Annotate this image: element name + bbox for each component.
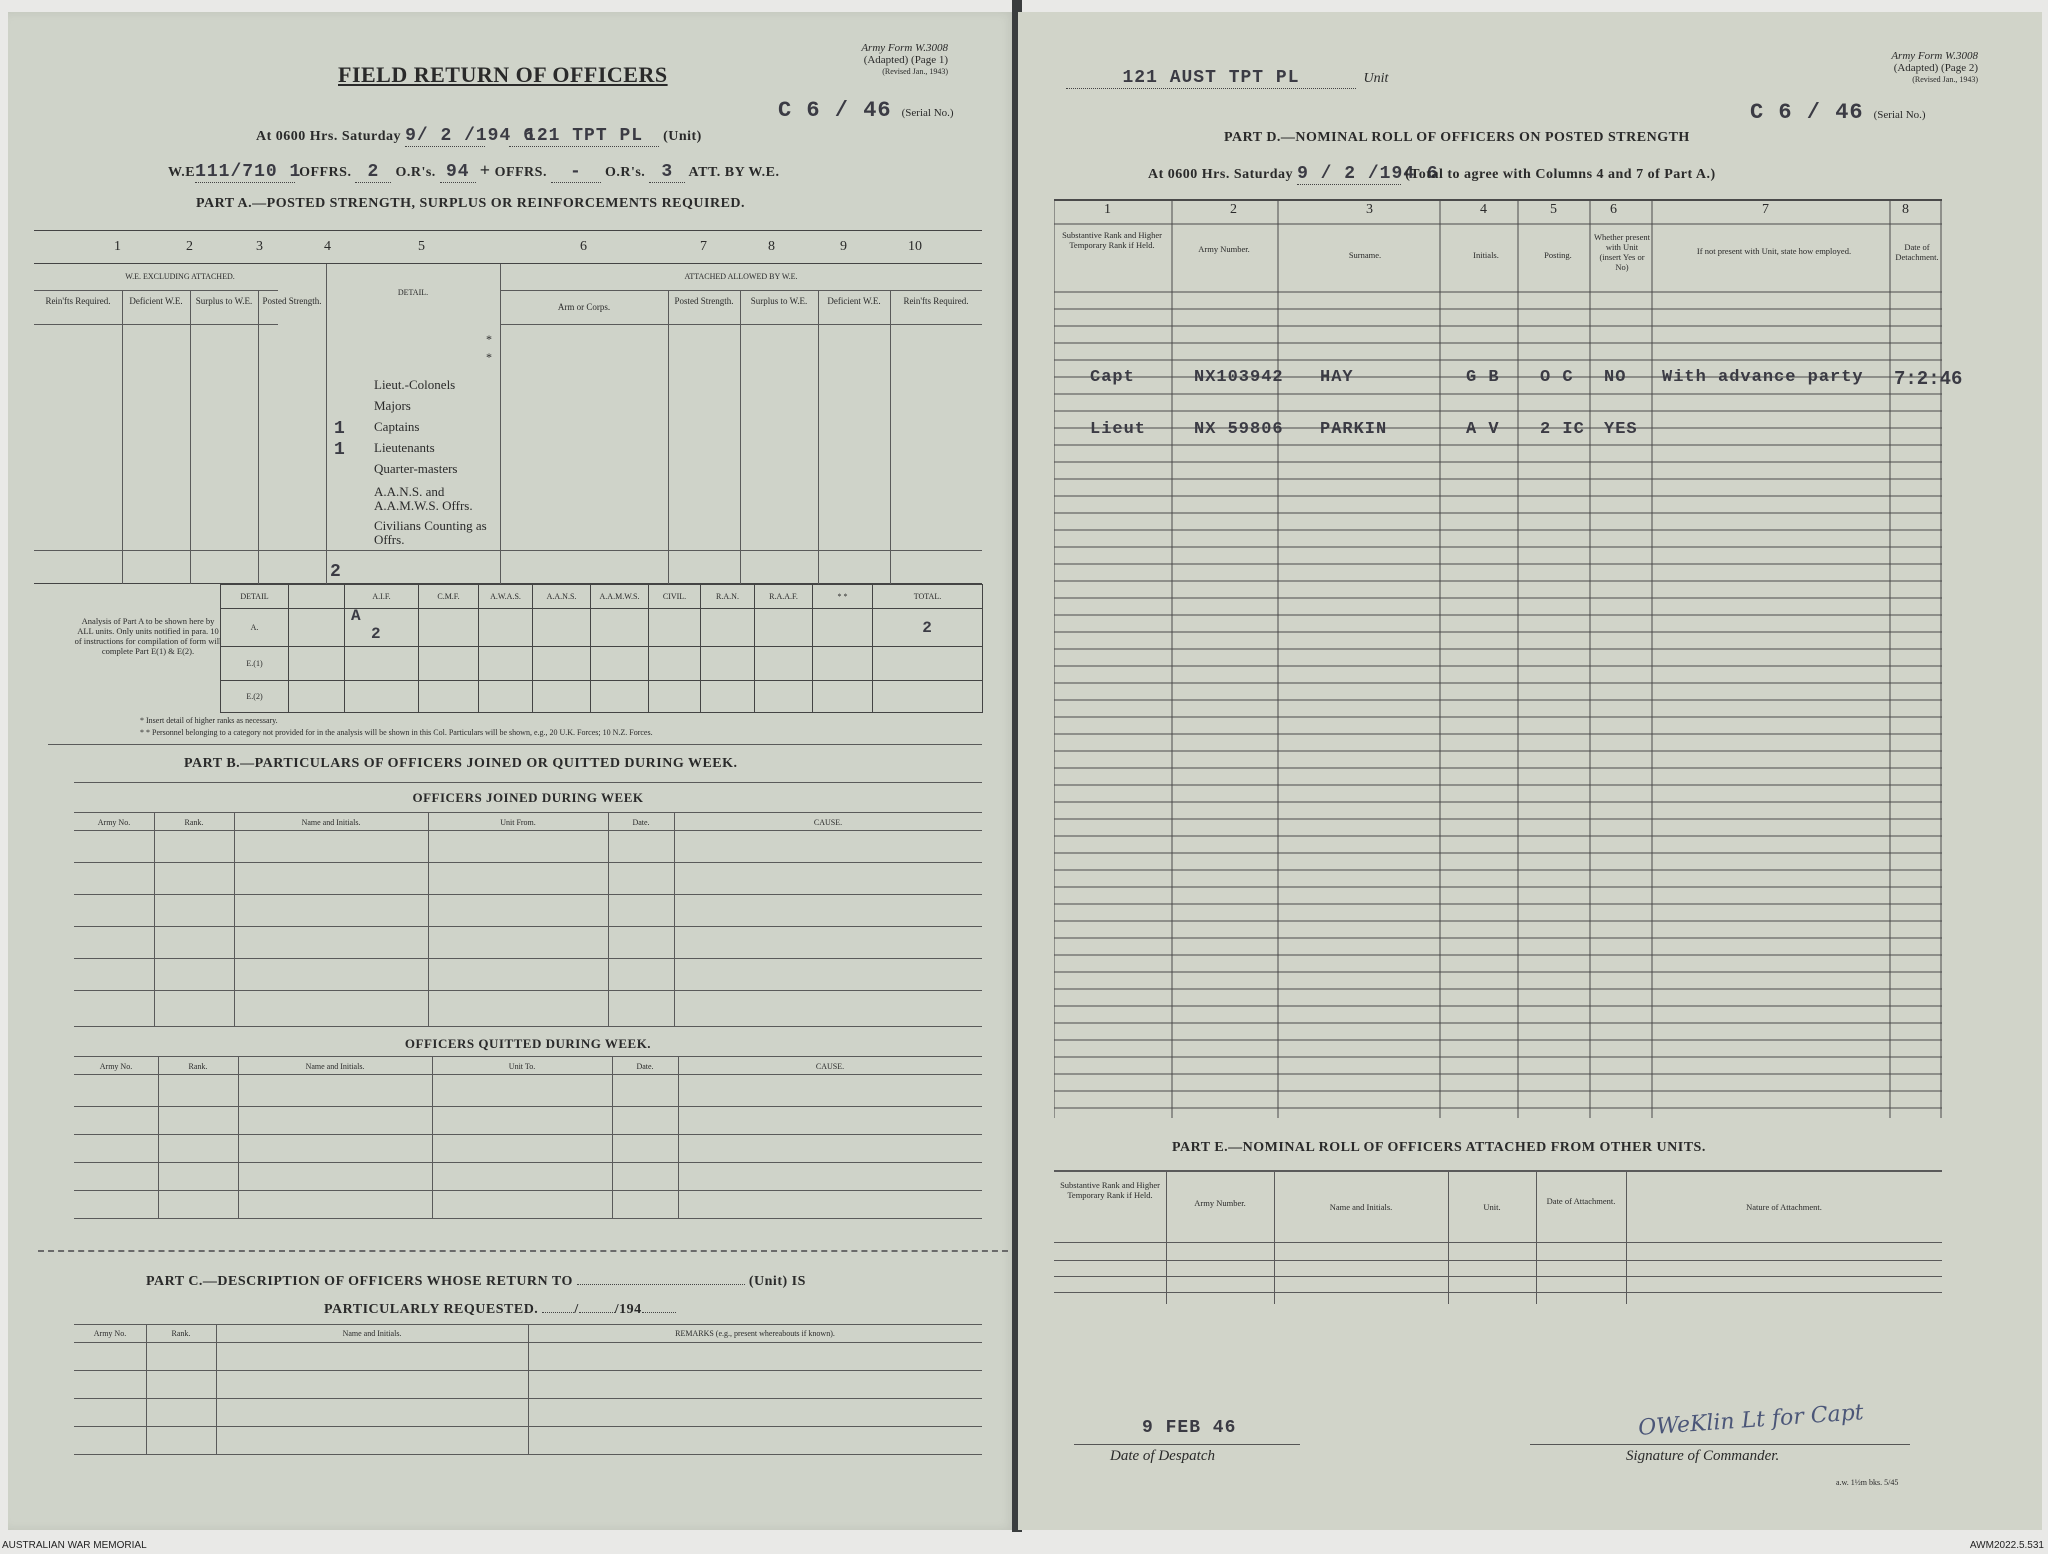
deficient-we-header: Deficient W.E.: [129, 296, 183, 306]
attached-allowed-header: ATTACHED ALLOWED BY W.E.: [684, 272, 798, 281]
quitted-col-cause: CAUSE.: [815, 1062, 845, 1071]
part-d-colnum-6: 6: [1610, 202, 1617, 217]
form-page-1: [8, 12, 1016, 1530]
part-c-col-name: Name and Initials.: [342, 1329, 402, 1338]
joined-col-date: Date.: [632, 818, 650, 827]
at-line: At 0600 Hrs. Saturday 9/ 2 /194 6 121 TPT PL (Unit): [256, 126, 702, 146]
officers-quitted-heading: OFFICERS QUITTED DURING WEEK.: [404, 1036, 652, 1051]
part-e-col-nature: Nature of Attachment.: [1746, 1202, 1822, 1212]
row1-posting: O C: [1540, 368, 1574, 387]
credit-right: AWM2022.5.531: [1969, 1540, 2044, 1551]
posted-captains-value: 1: [334, 419, 346, 439]
part-d-heading: PART D.—NOMINAL ROLL OF OFFICERS ON POSTED STRENGTH: [1224, 130, 1690, 145]
posted-strength-header: Posted Strength.: [262, 296, 322, 306]
analysis-row-e1: E.(1): [221, 647, 289, 681]
quitted-col-name: Name and Initials.: [305, 1062, 365, 1071]
unit-line: 121 AUST TPT PL Unit: [1066, 68, 1388, 89]
analysis-detail-header: DETAIL: [221, 585, 289, 609]
part-e-col-name: Name and Initials.: [1329, 1202, 1393, 1212]
analysis-aif-a-cell: A 2: [345, 609, 419, 647]
part-d-col-army-number: Army Number.: [1198, 244, 1250, 254]
part-d-at-line: At 0600 Hrs. Saturday 9 / 2 /194 6 (Total to agree with Columns 4 and 7 of Part A.): [1148, 164, 1716, 184]
row2-surname: PARKIN: [1320, 420, 1388, 439]
part-d-col-posting: Posting.: [1544, 250, 1572, 260]
part-a-column-numbers: 1 2 3 4 5 6 7 8 9 10: [34, 230, 982, 264]
row1-rank: Capt: [1090, 368, 1135, 387]
row1-present: NO: [1604, 368, 1627, 387]
quitted-col-rank: Rank.: [188, 1062, 208, 1071]
analysis-row-e2: E.(2): [221, 681, 289, 713]
form-title: FIELD RETURN OF OFFICERS: [338, 62, 668, 87]
posted-strength-right-header: Posted Strength.: [674, 296, 734, 306]
serial-number-page-2: C 6 / 46 (Serial No.): [1750, 100, 1926, 125]
reinfts-required-right-header: Rein'fts Required.: [903, 296, 969, 306]
part-a-table: W.E. EXCLUDING ATTACHED. ATTACHED ALLOWED BY W.E. DETAIL. Rein'fts Required. Deficient W.E. Surplus to W.E. Posted Strength. Arm or Corps. Posted Strength. Surplus to W.E. Deficient W.E. Rein'fts Required. * * Lieut.-Colonels Majors Captains Lieutenants Quarter-masters A.A.N.S. and A.A.M.W.S. Offrs. Civilians Counting as Offrs. 1 1 2: [34, 264, 982, 584]
joined-col-rank: Rank.: [184, 818, 204, 827]
part-e-col-date-attachment: Date of Attachment.: [1546, 1196, 1616, 1206]
part-e-col-rank: Substantive Rank and Higher Temporary Rank if Held.: [1060, 1180, 1160, 1200]
row2-present: YES: [1604, 420, 1638, 439]
joined-col-army-no: Army No.: [97, 818, 131, 827]
commander-signature: OWeKlin Lt for Capt: [1637, 1400, 1865, 1441]
analysis-other-header: * *: [813, 585, 873, 609]
analysis-ran-header: R.A.N.: [701, 585, 755, 609]
row2-posting: 2 IC: [1540, 420, 1585, 439]
row1-employed: With advance party: [1662, 368, 1864, 387]
analysis-aamws-header: A.A.M.W.S.: [591, 585, 649, 609]
part-d-colnum-3: 3: [1366, 202, 1373, 217]
serial-number: C 6 / 46 (Serial No.): [778, 98, 954, 123]
part-c-col-army-no: Army No.: [93, 1329, 127, 1338]
part-d-col-surname: Surname.: [1348, 250, 1382, 260]
analysis-note: Analysis of Part A to be shown here by ALL units. Only units notified in para. 10 of instructions for compilation of form will complete Part E(1) & E(2).: [74, 616, 222, 656]
row1-army-number: NX103942: [1194, 368, 1284, 387]
fold-line: [38, 1250, 1008, 1252]
part-d-colnum-7: 7: [1762, 202, 1769, 217]
printer-mark: a.w. 1½m bks. 5/45: [1836, 1478, 1899, 1487]
officers-quitted-table: [74, 1030, 982, 1248]
part-e-table: [1054, 1160, 1942, 1304]
joined-col-unit-from: Unit From.: [500, 818, 536, 827]
part-d-colnum-2: 2: [1230, 202, 1237, 217]
we-excluding-header: W.E. EXCLUDING ATTACHED.: [125, 272, 235, 281]
footnote-1: * Insert detail of higher ranks as necessary.: [140, 716, 278, 725]
part-c-line2: PARTICULARLY REQUESTED. / /194: [324, 1302, 676, 1318]
form-page-2: [1018, 12, 2042, 1530]
analysis-aans-header: A.A.N.S.: [533, 585, 591, 609]
quitted-col-unit-to: Unit To.: [508, 1062, 536, 1071]
analysis-awas-header: A.W.A.S.: [479, 585, 533, 609]
reinfts-required-header: Rein'fts Required.: [45, 296, 111, 306]
detail-header: DETAIL.: [397, 288, 429, 297]
part-c-table: [74, 1324, 982, 1464]
quitted-col-date: Date.: [636, 1062, 654, 1071]
part-a-heading: PART A.—POSTED STRENGTH, SURPLUS OR REINFORCEMENTS REQUIRED.: [196, 196, 746, 211]
signature-label: Signature of Commander.: [1626, 1448, 1780, 1464]
joined-col-name: Name and Initials.: [301, 818, 361, 827]
analysis-cmf-header: C.M.F.: [419, 585, 479, 609]
analysis-total-header: TOTAL.: [873, 585, 983, 609]
part-d-col-rank: Substantive Rank and Higher Temporary Rank if Held.: [1062, 230, 1162, 250]
deficient-we-right-header: Deficient W.E.: [827, 296, 881, 306]
row1-initials: G B: [1466, 368, 1500, 387]
part-e-col-unit: Unit.: [1483, 1202, 1501, 1212]
joined-col-cause: CAUSE.: [813, 818, 843, 827]
credit-left: AUSTRALIAN WAR MEMORIAL: [2, 1540, 147, 1551]
part-c-col-remarks: REMARKS (e.g., present whereabouts if known).: [675, 1329, 835, 1338]
row2-rank: Lieut: [1090, 420, 1147, 439]
part-d-colnum-4: 4: [1480, 202, 1487, 217]
part-c-line1: PART C.—DESCRIPTION OF OFFICERS WHOSE RETURN TO (Unit) IS: [146, 1274, 806, 1289]
footnote-2: * * Personnel belonging to a category not provided for in the analysis will be shown in this Col. Particulars will be shown, e.g., 20 U.K. Forces; 10 N.Z. Forces.: [140, 728, 653, 737]
part-d-colnum-1: 1: [1104, 202, 1111, 217]
part-d-col-employed: If not present with Unit, state how employed.: [1696, 246, 1852, 256]
analysis-aif-header: A.I.F.: [345, 585, 419, 609]
part-d-colnum-8: 8: [1902, 202, 1909, 217]
we-line: W.E111/710 1 OFFRS. 2 O.R's. 94 + OFFRS. - O.R's. 3 ATT. BY W.E.: [168, 160, 780, 182]
surplus-we-header: Surplus to W.E.: [195, 296, 253, 306]
posted-lieutenants-value: 1: [334, 440, 346, 460]
part-d-col-initials: Initials.: [1473, 250, 1499, 260]
analysis-table: [220, 584, 983, 713]
officers-joined-heading: OFFICERS JOINED DURING WEEK: [412, 790, 644, 805]
part-d-ruled-lines: [1054, 198, 1942, 1118]
part-d-col-date-detachment: Date of Detachment.: [1895, 242, 1939, 262]
row2-army-number: NX 59806: [1194, 420, 1284, 439]
despatch-label: Date of Despatch: [1110, 1448, 1215, 1464]
surplus-we-right-header: Surplus to W.E.: [750, 296, 808, 306]
part-d-table: [1054, 198, 1963, 1118]
analysis-civil-header: CIVIL.: [649, 585, 701, 609]
army-form-label: Army Form W.3008 (Adapted) (Page 1) (Revised Jan., 1943): [861, 42, 948, 76]
part-e-heading: PART E.—NOMINAL ROLL OF OFFICERS ATTACHED FROM OTHER UNITS.: [1172, 1140, 1706, 1155]
arm-or-corps-header: Arm or Corps.: [557, 302, 611, 312]
rank-list: Lieut.-Colonels Majors Captains Lieutenants Quarter-masters A.A.N.S. and A.A.M.W.S. Offrs. Civilians Counting as Offrs.: [374, 377, 487, 547]
part-c-col-rank: Rank.: [171, 1329, 191, 1338]
part-d-colnum-5: 5: [1550, 202, 1557, 217]
army-form-label-page-2: Army Form W.3008 (Adapted) (Page 2) (Revised Jan., 1943): [1891, 50, 1978, 84]
part-b-heading: PART B.—PARTICULARS OF OFFICERS JOINED OR QUITTED DURING WEEK.: [184, 756, 738, 771]
row1-surname: HAY: [1320, 368, 1354, 387]
analysis-raaf-header: R.A.A.F.: [755, 585, 813, 609]
analysis-total-a: 2: [922, 618, 933, 637]
part-d-col-present: Whether present with Unit (insert Yes or No): [1594, 232, 1650, 272]
row2-initials: A V: [1466, 420, 1500, 439]
row1-date-detachment: 7:2:46: [1894, 368, 1963, 390]
officers-joined-table: [74, 782, 982, 1028]
posted-total-value: 2: [330, 562, 342, 582]
analysis-row-a: A.: [221, 609, 289, 647]
quitted-col-army-no: Army No.: [99, 1062, 133, 1071]
part-e-col-army-number: Army Number.: [1194, 1198, 1246, 1208]
despatch-date: 9 FEB 46: [1142, 1418, 1237, 1438]
